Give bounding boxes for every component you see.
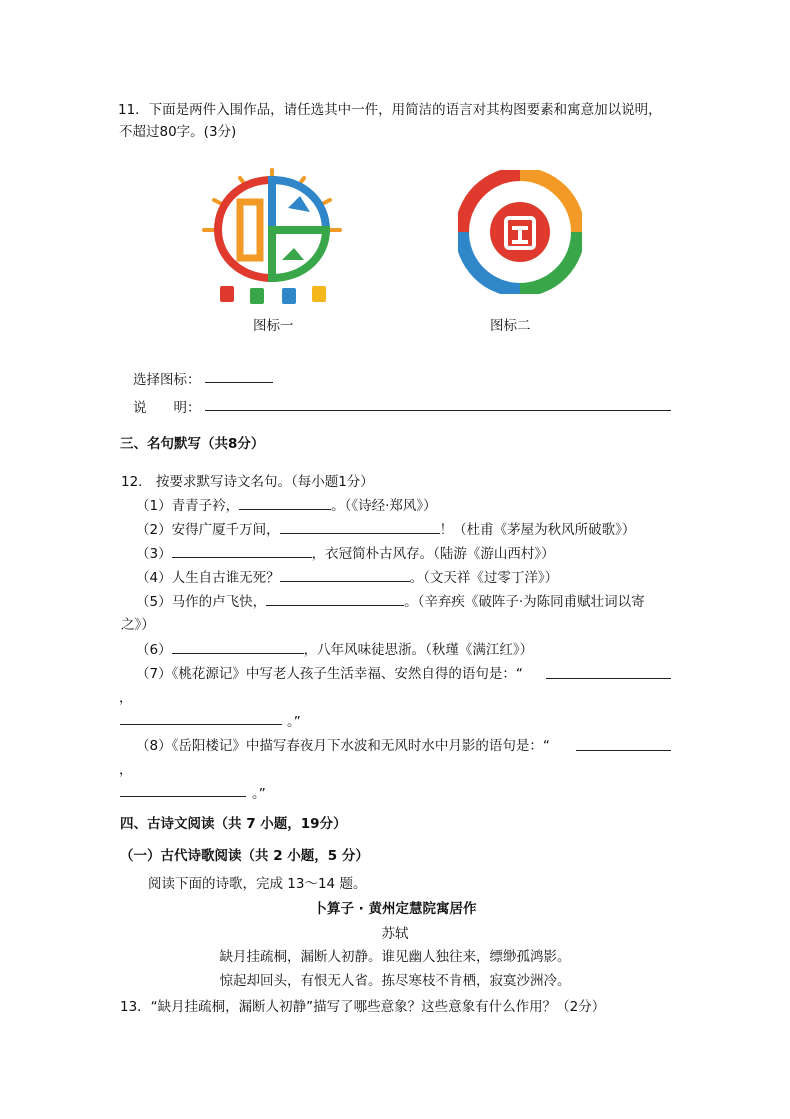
item1-source: 。（《诗经·郑风》） — [331, 498, 437, 514]
item8-blank-b[interactable] — [120, 796, 246, 797]
item6 — [136, 638, 533, 658]
reading-intro: 阅读下面的诗歌，完成 13～14 题。 — [148, 876, 367, 892]
q11-line1: 11．下面是两件入围作品，请任选其中一件，用简洁的语言对其构图要素和寓意加以说明， — [118, 102, 662, 118]
icon1-label: 图标一 — [253, 318, 294, 334]
poem-line2: 惊起却回头，有恨无人省。拣尽寒枝不肯栖，寂寞沙洲冷。 — [219, 973, 571, 989]
item8-text: （8）《岳阳楼记》中描写春夜月下水波和无风时水中月影的语句是：“ — [136, 738, 550, 754]
item4-blank[interactable] — [280, 567, 410, 582]
item5-cont: 之》） — [121, 617, 155, 633]
item3-source: ，衣冠简朴古风存。（陆游《游山西村》） — [311, 546, 555, 562]
q12-prompt: 12． 按要求默写诗文名句。（每小题1分） — [121, 474, 374, 490]
item7-text: （7）《桃花源记》中写老人孩子生活幸福、安然自得的语句是：“ — [136, 666, 523, 682]
item1-blank[interactable] — [239, 495, 331, 510]
poem-title: 卜算子 · 黄州定慧院寓居作 — [313, 901, 477, 917]
item6-text: （6） — [136, 642, 172, 658]
item7-end: 。” — [287, 714, 301, 730]
section3-title: 三、名句默写（共8分） — [120, 436, 265, 452]
item7-blank-b[interactable] — [120, 724, 282, 725]
section4-sub1: （一）古代诗歌阅读（共 2 小题，5 分） — [120, 848, 369, 864]
item5-source: 。（辛弃疾《破阵子·为陈同甫赋壮词以寄 — [404, 594, 645, 610]
item8-end: 。” — [252, 786, 266, 802]
item8-blank-a[interactable] — [576, 750, 671, 751]
icon2-label: 图标二 — [490, 318, 531, 334]
item6-blank[interactable] — [172, 639, 304, 654]
choose-icon-blank[interactable] — [205, 382, 273, 383]
poem-line1: 缺月挂疏桐，漏断人初静。谁见幽人独往来，缥缈孤鸿影。 — [219, 949, 571, 965]
item5-blank[interactable] — [266, 591, 404, 606]
item4 — [136, 566, 558, 586]
item1 — [136, 494, 437, 514]
item3 — [136, 542, 555, 562]
item5 — [136, 590, 645, 610]
q11-line2: 不超过80字。(3分) — [119, 124, 237, 140]
item7-comma: ， — [119, 690, 133, 706]
item3-blank[interactable] — [172, 543, 312, 558]
explain-blank[interactable] — [205, 410, 671, 411]
item3-text: （3） — [136, 546, 172, 562]
section4-title: 四、古诗文阅读（共 7 小题，19分） — [120, 816, 347, 832]
item2 — [136, 518, 635, 538]
item1-text: （1）青青子衿， — [136, 498, 240, 514]
item2-text: （2）安得广厦千万间， — [136, 522, 280, 538]
explain-label: 说 明： — [133, 400, 201, 416]
item2-source: ！（杜甫《茅屋为秋风所破歌》） — [439, 522, 636, 538]
poem-author: 苏轼 — [381, 926, 409, 942]
item6-source: ，八年风味徒思浙。（秋瑾《满江红》） — [303, 642, 534, 658]
item8 — [136, 734, 550, 754]
logo-icon-two[interactable] — [458, 170, 582, 294]
item5-text: （5）马作的卢飞快， — [136, 594, 267, 610]
q13-prompt: 13．“缺月挂疏桐，漏断人初静”描写了哪些意象？这些意象有什么作用？（2分） — [120, 999, 606, 1015]
item4-text: （4）人生自古谁无死？ — [136, 570, 280, 586]
item7 — [136, 662, 523, 682]
item4-source: 。（文天祥《过零丁洋》） — [409, 570, 559, 586]
item7-blank-a[interactable] — [546, 678, 671, 679]
choose-icon-label: 选择图标： — [133, 372, 201, 388]
item8-comma: ， — [119, 762, 133, 778]
logo-icon-one[interactable] — [200, 168, 345, 308]
item2-blank[interactable] — [280, 519, 440, 534]
